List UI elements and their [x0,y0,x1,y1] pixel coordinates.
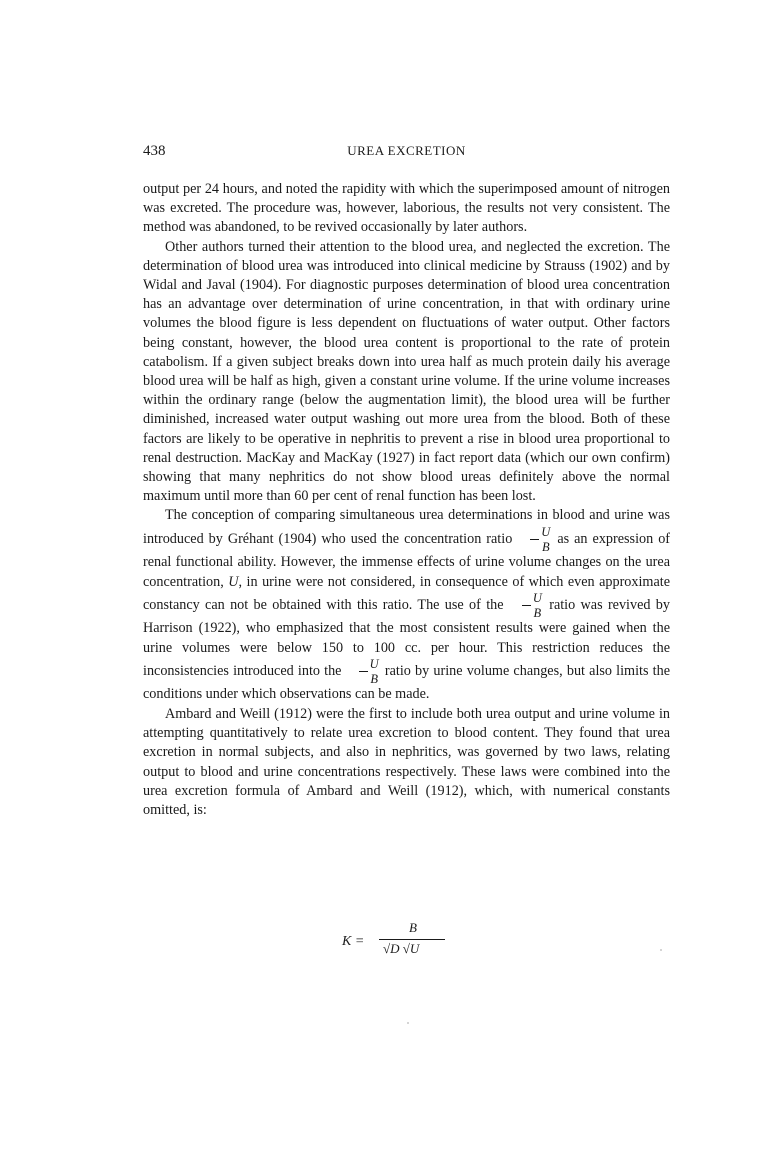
running-title: UREA EXCRETION [347,143,466,158]
paragraph-3-part-e: ratio by urine volume changes, but also limits the conditions under which observations can be made. [143,663,670,703]
running-header [143,143,670,161]
fraction-bar [530,539,539,540]
ratio-fraction-3 [348,658,379,685]
paragraph-2: Other authors turned their attention to the blood urea, and neglected the excretion. The determination of blood urea was introduced into clinical medicine by Strauss (1902) and by Widal and Javal (1904). For diagnostic purposes determination of blood urea concentration has an advantage over determination of urine concentration, in that with ordinary urine volumes the blood figure is less dependent on fluctuations of water output. Other factors being constant, however, the blood urea content is proportional to the rate of protein catabolism. If a given subject breaks down into urea half as much protein daily his average blood urea will be half as high, given a constant urine volume. If the urine volume increases within the ordinary range (below the augmentation limit), the blood urea will be further diminished, increased water output washing out more urea from the blood. Both of these factors are likely to be operative in nephritis to prevent a rise in blood urea proportional to renal destruction. MacKay and MacKay (1927) in fact report data (which our own confirm) showing that many nephritics do not show blood ureas definitely above the normal maximum until more than 60 per cent of renal function has been lost. [143,238,670,505]
paragraph-3-part-b: as an expression of renal functional ability. However, the immense effects of urine volume changes on the urea concentration, [143,530,671,590]
fraction-numerator: U [532,591,542,606]
ambard-weill-formula [143,922,670,962]
body-text [143,180,670,820]
page-number: 438 [143,143,166,159]
ratio-fraction-1 [519,526,550,553]
paragraph-4: Ambard and Weill (1912) were the first to include both urea output and urine volume in attempting quantitatively to relate urea excretion to blood content. They found that urea excretion in normal subjects, and also in nephritics, was governed by two laws, relating output to blood and urine concentrations respectively. These laws were combined into the urea excretion formula of Ambard and Weill (1912), which, with numerical constants omitted, is: [143,706,670,819]
paragraph-3-part-a: The conception of comparing simultaneous urea determinations in blood and urine was introduced by Gréhant (1904) who used the concentration ratio [143,507,670,547]
fraction-bar [522,605,531,606]
fraction-denominator: B [370,672,378,687]
fraction-bar [359,671,368,672]
variable-u: U [228,573,239,590]
formula-fraction-bar [379,939,445,940]
scan-speck [660,949,662,951]
fraction-denominator: B [541,540,550,555]
formula-denominator: √D √U [383,941,420,956]
paragraph-1: output per 24 hours, and noted the rapidity with which the superimposed amount of nitrogen was excreted. The procedure was, however, laborious, the results not very consistent. The method was abandoned, to be revived occasionally by later authors. [143,181,670,236]
formula-numerator: B [409,920,417,935]
formula-lhs: K = [342,934,365,949]
paragraph-3 [143,506,670,705]
fraction-numerator: U [541,525,551,540]
paragraph-3-part-c: , in urine were not considered, in consequence of which even approximate constancy can not be obtained with this ratio. The use of the [143,573,671,613]
scan-speck [407,1022,409,1024]
ratio-fraction-2 [511,592,542,619]
fraction-denominator: B [533,606,542,621]
fraction-numerator: U [369,657,379,672]
paragraph-3-part-d: ratio was revived by Harrison (1922), who emphasized that the most consistent results were gained when the urine volumes were below 150 to 100 cc. per hour. This restriction reduces the inconsistencies introduced into the [143,597,670,680]
